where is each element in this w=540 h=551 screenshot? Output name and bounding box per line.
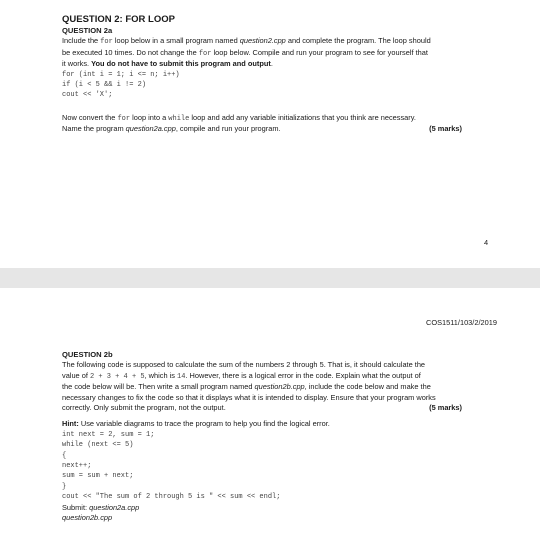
text-line: the code below will be. Then write a small program named question2b.cpp, include the code below and make the	[62, 382, 431, 392]
question-heading-block	[62, 14, 490, 135]
hint-label: Hint:	[62, 419, 79, 429]
page-number: 4	[484, 238, 489, 247]
question-title: QUESTION 2: FOR LOOP	[62, 14, 175, 25]
code-line: if (i < 5 && i != 2)	[62, 81, 147, 90]
code-line: for (int i = 1; i <= n; i++)	[62, 70, 180, 79]
while-loop-code	[62, 430, 490, 503]
text-line: value of 2 + 3 + 4 + 5, which is 14. However, there is a logical error in the code. Explain what the output of	[62, 370, 421, 381]
document-id: COS1511/103/2/2019	[426, 318, 497, 327]
question-2a-heading: QUESTION 2a	[62, 26, 113, 35]
question-2a-paragraph	[62, 36, 490, 69]
code-line: next++;	[62, 462, 92, 471]
code-line: cout << "The sum of 2 through 5 is " << sum << endl;	[62, 493, 281, 502]
text-line: The following code is supposed to calculate the sum of the numbers 2 through 5. That is, it should calculate the	[62, 360, 426, 370]
page-separator	[0, 268, 540, 288]
text-line: necessary changes to fix the code so that it displays what it is intended to display. Ensure that your program works	[62, 392, 436, 402]
submit-line: Submit: question2a.cpp	[62, 502, 140, 512]
page-top	[0, 0, 540, 268]
code-line: sum = sum + next;	[62, 472, 134, 481]
question-2b-block	[62, 350, 490, 524]
question-2b-paragraph	[62, 360, 490, 413]
code-line: }	[62, 482, 67, 491]
code-line: {	[62, 451, 67, 460]
question-2b-heading: QUESTION 2b	[62, 350, 113, 359]
marks-label: (5 marks)	[429, 403, 462, 413]
code-line: while (next <= 5)	[62, 441, 134, 450]
text-line: Include the for loop below in a small program named question2.cpp and complete the program. The loop should	[62, 36, 431, 47]
submit-line-2: question2b.cpp	[62, 513, 113, 523]
code-line: cout << 'X';	[62, 91, 113, 100]
convert-paragraph	[62, 113, 490, 135]
code-line: int next = 2, sum = 1;	[62, 430, 155, 439]
text-line: be executed 10 times. Do not change the for loop below. Compile and run your program to see for yourself that	[62, 47, 428, 58]
text-line: Now convert the for loop into a while loop and add any variable initializations that you think are necessary.	[62, 112, 416, 123]
hint-line: Hint: Use variable diagrams to trace the program to help you find the logical error.	[62, 419, 330, 429]
page-bottom	[0, 288, 540, 551]
text-line: Name the program question2a.cpp, compile and run your program. (5 marks)	[62, 124, 462, 134]
text-line: it works. You do not have to submit this program and output.	[62, 59, 273, 69]
marks-label: (5 marks)	[429, 124, 462, 134]
for-loop-code	[62, 70, 490, 101]
text-line: correctly. Only submit the program, not the output. (5 marks)	[62, 403, 462, 413]
